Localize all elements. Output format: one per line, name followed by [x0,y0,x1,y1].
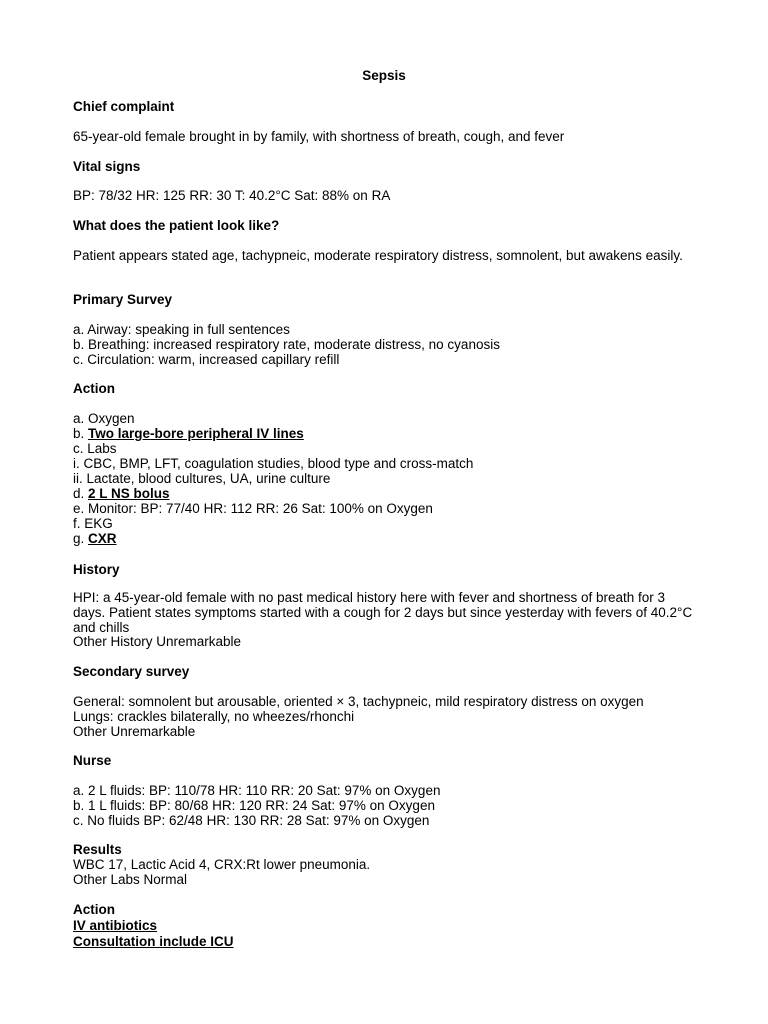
results-other: Other Labs Normal [73,872,188,887]
action-iv-lines-prefix: b. [73,426,89,441]
nurse-list [73,783,703,828]
action-oxygen: a. Oxygen [73,411,135,426]
action-monitor: e. Monitor: BP: 77/40 HR: 112 RR: 26 Sat: 100% on Oxygen [73,501,433,516]
final-action-icu-consult: Consultation include ICU [73,934,234,949]
primary-survey-circulation: c. Circulation: warm, increased capillary refill [73,352,340,367]
action-cxr-emphasis: CXR [88,531,117,546]
secondary-survey-heading: Secondary survey [73,664,190,679]
results-block [73,842,703,887]
action-bolus [73,486,703,501]
action-bolus-prefix: d. [73,486,89,501]
action-ekg: f. EKG [73,516,113,531]
secondary-survey-list [73,694,703,739]
action-labs-ii: ii. Lactate, blood cultures, UA, urine culture [73,471,331,486]
primary-survey-breathing: b. Breathing: increased respiratory rate, moderate distress, no cyanosis [73,337,500,352]
primary-survey-heading: Primary Survey [73,292,173,307]
nurse-1l-fluids: b. 1 L fluids: BP: 80/68 HR: 120 RR: 24 Sat: 97% on Oxygen [73,798,435,813]
results-heading: Results [73,842,122,857]
action-iv-lines-emphasis: Two large-bore peripheral IV lines [88,426,304,441]
primary-survey-airway: a. Airway: speaking in full sentences [73,322,290,337]
results-labs: WBC 17, Lactic Acid 4, CRX:Rt lower pneumonia. [73,857,371,872]
final-action-heading: Action [73,902,115,917]
action-cxr-prefix: g. [73,531,89,546]
secondary-survey-other: Other Unremarkable [73,724,196,739]
vital-signs-text: BP: 78/32 HR: 125 RR: 30 T: 40.2°C Sat: 88% on RA [73,188,391,203]
vital-signs-heading: Vital signs [73,159,141,174]
action-iv-lines [73,426,703,441]
final-action-block [73,902,703,950]
appearance-text: Patient appears stated age, tachypneic, moderate respiratory distress, somnolent, but awakens easily. [73,248,683,263]
chief-complaint-text: 65-year-old female brought in by family, with shortness of breath, cough, and fever [73,129,565,144]
history-other: Other History Unremarkable [73,634,242,649]
action-list [73,411,703,546]
nurse-no-fluids: c. No fluids BP: 62/48 HR: 130 RR: 28 Sat: 97% on Oxygen [73,813,430,828]
history-heading: History [73,562,120,577]
action-labs: c. Labs [73,441,117,456]
chief-complaint-heading: Chief complaint [73,99,175,114]
final-action-iv-antibiotics: IV antibiotics [73,918,158,933]
primary-survey-list [73,322,703,367]
action-cxr [73,531,703,546]
secondary-survey-lungs: Lungs: crackles bilaterally, no wheezes/rhonchi [73,709,355,724]
appearance-heading: What does the patient look like? [73,218,280,233]
history-hpi: HPI: a 45-year-old female with no past medical history here with fever and shortness of breath for 3 days. Patient states symptoms started with a cough for 2 days but since yesterday with fevers of 40.2°C and chills [73,590,693,635]
action-labs-i: i. CBC, BMP, LFT, coagulation studies, blood type and cross-match [73,456,474,471]
nurse-heading: Nurse [73,753,112,768]
nurse-2l-fluids: a. 2 L fluids: BP: 110/78 HR: 110 RR: 20 Sat: 97% on Oxygen [73,783,441,798]
action-bolus-emphasis: 2 L NS bolus [88,486,170,501]
document-title: Sepsis [362,68,406,83]
action-heading: Action [73,381,115,396]
secondary-survey-general: General: somnolent but arousable, oriented × 3, tachypneic, mild respiratory distress on oxygen [73,694,644,709]
